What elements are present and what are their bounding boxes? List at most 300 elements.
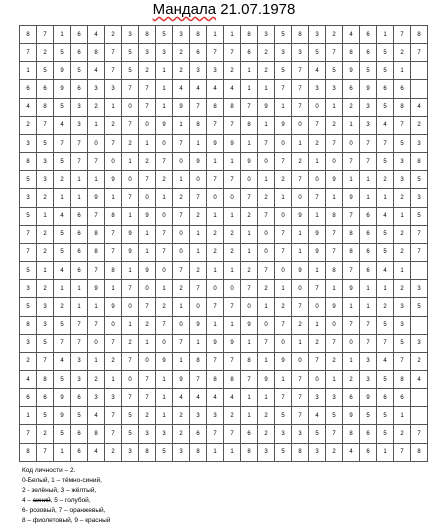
grid-row bbox=[20, 316, 428, 334]
grid-cell: 7 bbox=[105, 62, 122, 80]
grid-cell: 8 bbox=[224, 370, 241, 388]
grid-cell: 0 bbox=[173, 243, 190, 261]
grid-cell: 7 bbox=[258, 134, 275, 152]
grid-cell: 1 bbox=[292, 134, 309, 152]
grid-cell: 2 bbox=[156, 171, 173, 189]
grid-cell: 3 bbox=[360, 370, 377, 388]
grid-cell: 7 bbox=[54, 134, 71, 152]
grid-cell: 4 bbox=[54, 262, 71, 280]
grid-cell: 5 bbox=[54, 316, 71, 334]
grid-cell: 4 bbox=[377, 116, 394, 134]
grid-cell: 4 bbox=[207, 80, 224, 98]
grid-row bbox=[20, 243, 428, 261]
grid-cell: 9 bbox=[326, 171, 343, 189]
grid-cell: 2 bbox=[343, 370, 360, 388]
grid-cell: 1 bbox=[275, 98, 292, 116]
grid-cell: 3 bbox=[37, 153, 54, 171]
grid-cell: 7 bbox=[292, 62, 309, 80]
grid-cell: 3 bbox=[173, 443, 190, 461]
grid-cell: 1 bbox=[122, 153, 139, 171]
grid-row bbox=[20, 280, 428, 298]
grid-cell: 5 bbox=[20, 298, 37, 316]
grid-cell: 0 bbox=[156, 134, 173, 152]
grid-cell: 5 bbox=[411, 171, 428, 189]
grid-cell: 1 bbox=[105, 370, 122, 388]
grid-cell: 2 bbox=[20, 352, 37, 370]
grid-cell: 8 bbox=[326, 207, 343, 225]
grid-cell: 8 bbox=[241, 352, 258, 370]
grid-cell: 2 bbox=[54, 298, 71, 316]
grid-cell: 3 bbox=[156, 425, 173, 443]
grid-cell: 6 bbox=[190, 425, 207, 443]
grid-cell: 1 bbox=[309, 262, 326, 280]
grid-cell: 2 bbox=[88, 98, 105, 116]
grid-cell: 9 bbox=[122, 225, 139, 243]
grid-cell: 0 bbox=[88, 134, 105, 152]
grid-cell: 7 bbox=[139, 370, 156, 388]
grid-row bbox=[20, 425, 428, 443]
grid-cell: 7 bbox=[122, 189, 139, 207]
grid-cell: 0 bbox=[105, 153, 122, 171]
grid-cell: 7 bbox=[207, 116, 224, 134]
grid-cell: 5 bbox=[377, 425, 394, 443]
grid-cell: 1 bbox=[224, 316, 241, 334]
grid-cell: 7 bbox=[54, 334, 71, 352]
grid-cell: 1 bbox=[207, 443, 224, 461]
grid-cell: 4 bbox=[309, 407, 326, 425]
grid-cell: 2 bbox=[224, 225, 241, 243]
grid-cell: 1 bbox=[258, 298, 275, 316]
grid-cell: 9 bbox=[139, 262, 156, 280]
grid-cell: 7 bbox=[207, 171, 224, 189]
grid-cell: 1 bbox=[207, 26, 224, 44]
grid-cell: 5 bbox=[411, 207, 428, 225]
grid-cell: 3 bbox=[394, 171, 411, 189]
grid-cell: 9 bbox=[309, 243, 326, 261]
grid-cell: 1 bbox=[71, 298, 88, 316]
grid-cell: 7 bbox=[190, 189, 207, 207]
grid-cell: 6 bbox=[377, 80, 394, 98]
grid-cell: 7 bbox=[241, 98, 258, 116]
grid-cell: 7 bbox=[394, 443, 411, 461]
grid-cell: 9 bbox=[54, 389, 71, 407]
grid-cell: 1 bbox=[326, 280, 343, 298]
grid-cell bbox=[411, 62, 428, 80]
grid-cell: 1 bbox=[207, 207, 224, 225]
grid-cell: 7 bbox=[224, 171, 241, 189]
grid-cell: 9 bbox=[105, 298, 122, 316]
grid-cell: 2 bbox=[105, 443, 122, 461]
grid-cell: 7 bbox=[88, 262, 105, 280]
grid-cell: 7 bbox=[360, 153, 377, 171]
grid-cell: 7 bbox=[241, 370, 258, 388]
title-word: Мандала bbox=[152, 1, 217, 18]
grid-cell: 5 bbox=[275, 407, 292, 425]
grid-cell: 7 bbox=[292, 98, 309, 116]
grid-cell: 7 bbox=[343, 153, 360, 171]
grid-cell: 0 bbox=[190, 298, 207, 316]
grid-cell: 6 bbox=[377, 389, 394, 407]
grid-cell: 0 bbox=[224, 189, 241, 207]
grid-cell: 8 bbox=[411, 443, 428, 461]
grid-cell: 1 bbox=[139, 334, 156, 352]
grid-cell: 0 bbox=[309, 98, 326, 116]
grid-cell: 1 bbox=[241, 134, 258, 152]
grid-cell: 7 bbox=[105, 334, 122, 352]
grid-cell: 7 bbox=[224, 44, 241, 62]
grid-cell: 1 bbox=[360, 171, 377, 189]
grid-cell: 2 bbox=[326, 26, 343, 44]
grid-cell: 6 bbox=[71, 425, 88, 443]
grid-cell: 9 bbox=[88, 189, 105, 207]
grid-cell: 8 bbox=[190, 116, 207, 134]
grid-cell: 2 bbox=[122, 134, 139, 152]
grid-cell: 8 bbox=[326, 262, 343, 280]
grid-row bbox=[20, 62, 428, 80]
grid-cell: 5 bbox=[54, 153, 71, 171]
grid-cell: 1 bbox=[139, 134, 156, 152]
grid-cell: 3 bbox=[292, 44, 309, 62]
grid-cell: 0 bbox=[292, 189, 309, 207]
grid-cell: 2 bbox=[156, 298, 173, 316]
grid-cell: 3 bbox=[37, 171, 54, 189]
grid-cell: 8 bbox=[37, 98, 54, 116]
grid-cell: 1 bbox=[394, 62, 411, 80]
grid-cell: 1 bbox=[173, 171, 190, 189]
grid-cell: 1 bbox=[37, 207, 54, 225]
grid-cell: 5 bbox=[54, 44, 71, 62]
grid-cell: 6 bbox=[360, 225, 377, 243]
grid-cell: 7 bbox=[292, 389, 309, 407]
grid-cell: 7 bbox=[377, 134, 394, 152]
grid-cell: 1 bbox=[54, 189, 71, 207]
grid-cell: 7 bbox=[207, 44, 224, 62]
grid-cell: 2 bbox=[343, 98, 360, 116]
grid-cell: 2 bbox=[207, 243, 224, 261]
grid-cell: 6 bbox=[343, 80, 360, 98]
grid-row bbox=[20, 225, 428, 243]
grid-cell: 2 bbox=[20, 116, 37, 134]
grid-row bbox=[20, 153, 428, 171]
grid-cell: 1 bbox=[20, 407, 37, 425]
grid-cell: 1 bbox=[241, 62, 258, 80]
grid-cell: 2 bbox=[54, 171, 71, 189]
grid-cell: 7 bbox=[292, 80, 309, 98]
grid-cell: 7 bbox=[122, 116, 139, 134]
grid-cell: 1 bbox=[224, 207, 241, 225]
grid-cell: 2 bbox=[394, 425, 411, 443]
grid-cell: 1 bbox=[377, 26, 394, 44]
grid-cell: 7 bbox=[190, 98, 207, 116]
grid-cell: 2 bbox=[37, 425, 54, 443]
grid-cell: 8 bbox=[207, 98, 224, 116]
grid-cell: 1 bbox=[224, 26, 241, 44]
grid-cell: 1 bbox=[241, 389, 258, 407]
grid-cell: 1 bbox=[37, 262, 54, 280]
grid-cell: 7 bbox=[122, 80, 139, 98]
grid-cell: 0 bbox=[275, 334, 292, 352]
grid-cell: 8 bbox=[411, 26, 428, 44]
grid-cell: 7 bbox=[360, 316, 377, 334]
grid-cell: 4 bbox=[88, 407, 105, 425]
grid-cell: 6 bbox=[360, 443, 377, 461]
grid-cell: 3 bbox=[394, 316, 411, 334]
grid-cell: 7 bbox=[292, 298, 309, 316]
grid-cell: 1 bbox=[156, 80, 173, 98]
grid-cell: 7 bbox=[20, 44, 37, 62]
grid-cell: 4 bbox=[377, 207, 394, 225]
grid-cell: 2 bbox=[258, 189, 275, 207]
grid-cell: 7 bbox=[20, 425, 37, 443]
grid-cell: 5 bbox=[326, 62, 343, 80]
grid-cell: 3 bbox=[258, 26, 275, 44]
grid-cell: 2 bbox=[173, 44, 190, 62]
grid-cell: 1 bbox=[190, 334, 207, 352]
grid-cell: 2 bbox=[258, 407, 275, 425]
grid-cell: 8 bbox=[394, 370, 411, 388]
grid-cell: 9 bbox=[224, 334, 241, 352]
grid-cell: 0 bbox=[139, 116, 156, 134]
grid-cell: 2 bbox=[275, 171, 292, 189]
grid-cell: 5 bbox=[54, 225, 71, 243]
grid-cell: 7 bbox=[309, 116, 326, 134]
grid-cell: 0 bbox=[173, 225, 190, 243]
grid-cell: 0 bbox=[343, 134, 360, 152]
grid-cell: 5 bbox=[326, 407, 343, 425]
grid-cell: 7 bbox=[139, 80, 156, 98]
grid-cell: 2 bbox=[258, 44, 275, 62]
grid-cell: 4 bbox=[88, 26, 105, 44]
grid-cell: 7 bbox=[394, 352, 411, 370]
grid-cell: 9 bbox=[343, 62, 360, 80]
grid-cell: 9 bbox=[241, 316, 258, 334]
grid-row bbox=[20, 207, 428, 225]
grid-cell: 9 bbox=[343, 280, 360, 298]
grid-cell: 2 bbox=[88, 370, 105, 388]
grid-cell: 6 bbox=[71, 80, 88, 98]
grid-cell: 1 bbox=[343, 298, 360, 316]
grid-cell: 5 bbox=[377, 98, 394, 116]
grid-cell: 6 bbox=[20, 389, 37, 407]
grid-cell: 8 bbox=[105, 207, 122, 225]
grid-cell: 1 bbox=[326, 370, 343, 388]
grid-cell: 4 bbox=[173, 389, 190, 407]
grid-cell: 6 bbox=[360, 243, 377, 261]
grid-cell: 7 bbox=[275, 243, 292, 261]
grid-cell: 6 bbox=[241, 44, 258, 62]
grid-cell: 5 bbox=[37, 334, 54, 352]
grid-cell: 3 bbox=[37, 316, 54, 334]
grid-cell: 1 bbox=[156, 280, 173, 298]
grid-cell: 9 bbox=[343, 189, 360, 207]
grid-row bbox=[20, 443, 428, 461]
grid-cell: 3 bbox=[360, 352, 377, 370]
grid-row bbox=[20, 298, 428, 316]
grid-cell: 3 bbox=[275, 425, 292, 443]
grid-cell: 0 bbox=[88, 334, 105, 352]
grid-cell: 7 bbox=[122, 280, 139, 298]
grid-cell: 1 bbox=[190, 225, 207, 243]
grid-cell: 1 bbox=[241, 243, 258, 261]
grid-cell: 6 bbox=[360, 425, 377, 443]
grid-cell: 8 bbox=[343, 425, 360, 443]
grid-cell: 2 bbox=[241, 262, 258, 280]
grid-cell: 2 bbox=[224, 243, 241, 261]
grid-cell: 7 bbox=[71, 316, 88, 334]
grid-cell: 5 bbox=[54, 243, 71, 261]
grid-cell: 7 bbox=[258, 262, 275, 280]
grid-cell: 1 bbox=[88, 298, 105, 316]
grid-cell: 5 bbox=[377, 316, 394, 334]
grid-row bbox=[20, 98, 428, 116]
grid-cell: 6 bbox=[190, 44, 207, 62]
grid-cell: 3 bbox=[309, 26, 326, 44]
grid-cell: 9 bbox=[275, 352, 292, 370]
grid-cell: 2 bbox=[309, 134, 326, 152]
grid-cell: 0 bbox=[156, 334, 173, 352]
grid-cell: 3 bbox=[20, 189, 37, 207]
grid-cell: 7 bbox=[343, 262, 360, 280]
grid-cell: 3 bbox=[88, 80, 105, 98]
grid-cell: 1 bbox=[326, 189, 343, 207]
grid-cell: 1 bbox=[343, 352, 360, 370]
grid-cell: 4 bbox=[190, 389, 207, 407]
grid-cell: 0 bbox=[173, 153, 190, 171]
grid-cell: 7 bbox=[71, 334, 88, 352]
grid-cell: 7 bbox=[71, 134, 88, 152]
grid-cell: 9 bbox=[190, 153, 207, 171]
grid-cell: 8 bbox=[241, 116, 258, 134]
grid-row bbox=[20, 116, 428, 134]
grid-cell: 1 bbox=[360, 280, 377, 298]
grid-cell: 2 bbox=[37, 44, 54, 62]
grid-cell: 9 bbox=[309, 225, 326, 243]
grid-cell: 1 bbox=[105, 98, 122, 116]
grid-cell: 5 bbox=[71, 62, 88, 80]
grid-cell: 8 bbox=[343, 243, 360, 261]
grid-cell: 5 bbox=[20, 207, 37, 225]
grid-cell: 9 bbox=[190, 316, 207, 334]
grid-cell: 1 bbox=[71, 171, 88, 189]
grid-cell: 3 bbox=[88, 389, 105, 407]
grid-cell: 1 bbox=[156, 407, 173, 425]
grid-cell: 1 bbox=[173, 116, 190, 134]
grid-cell: 6 bbox=[71, 389, 88, 407]
grid-cell: 7 bbox=[88, 316, 105, 334]
grid-cell: 7 bbox=[326, 243, 343, 261]
grid-cell: 5 bbox=[309, 44, 326, 62]
grid-cell: 7 bbox=[190, 370, 207, 388]
grid-cell: 1 bbox=[122, 316, 139, 334]
grid-cell: 5 bbox=[377, 153, 394, 171]
grid-row bbox=[20, 370, 428, 388]
grid-cell: 5 bbox=[54, 98, 71, 116]
grid-cell: 5 bbox=[37, 62, 54, 80]
grid-cell: 0 bbox=[275, 134, 292, 152]
grid-cell: 2 bbox=[326, 443, 343, 461]
grid-cell: 0 bbox=[105, 316, 122, 334]
grid-cell: 3 bbox=[394, 298, 411, 316]
grid-cell: 6 bbox=[20, 80, 37, 98]
grid-cell: 4 bbox=[377, 352, 394, 370]
grid-cell: 1 bbox=[377, 280, 394, 298]
grid-cell: 1 bbox=[156, 98, 173, 116]
grid-cell: 5 bbox=[275, 26, 292, 44]
grid-cell: 1 bbox=[156, 370, 173, 388]
grid-row bbox=[20, 262, 428, 280]
grid-cell: 2 bbox=[292, 316, 309, 334]
grid-cell: 2 bbox=[173, 407, 190, 425]
grid-cell: 1 bbox=[275, 370, 292, 388]
grid-cell: 6 bbox=[360, 26, 377, 44]
grid-cell: 1 bbox=[258, 389, 275, 407]
grid-cell: 7 bbox=[275, 80, 292, 98]
grid-cell: 3 bbox=[20, 134, 37, 152]
grid-cell: 7 bbox=[37, 352, 54, 370]
grid-cell: 2 bbox=[224, 62, 241, 80]
grid-cell: 4 bbox=[224, 80, 241, 98]
grid-cell: 3 bbox=[360, 98, 377, 116]
grid-cell bbox=[411, 262, 428, 280]
grid-cell: 2 bbox=[105, 352, 122, 370]
grid-cell: 9 bbox=[122, 243, 139, 261]
grid-cell: 7 bbox=[411, 243, 428, 261]
grid-cell: 5 bbox=[122, 44, 139, 62]
grid-cell: 9 bbox=[139, 207, 156, 225]
grid-cell: 7 bbox=[394, 26, 411, 44]
grid-cell: 0 bbox=[241, 298, 258, 316]
grid-cell: 2 bbox=[377, 298, 394, 316]
grid-cell: 7 bbox=[326, 44, 343, 62]
grid-cell: 7 bbox=[190, 280, 207, 298]
grid-cell: 5 bbox=[377, 62, 394, 80]
grid-cell: 9 bbox=[207, 134, 224, 152]
grid-cell: 1 bbox=[309, 153, 326, 171]
grid-cell: 8 bbox=[190, 26, 207, 44]
grid-cell: 7 bbox=[275, 316, 292, 334]
grid-cell: 1 bbox=[190, 134, 207, 152]
grid-cell: 7 bbox=[343, 207, 360, 225]
grid-cell bbox=[411, 80, 428, 98]
grid-cell: 1 bbox=[360, 189, 377, 207]
grid-cell: 2 bbox=[207, 225, 224, 243]
grid-cell: 7 bbox=[292, 407, 309, 425]
grid-cell: 7 bbox=[207, 352, 224, 370]
grid-cell: 0 bbox=[122, 171, 139, 189]
grid-cell: 3 bbox=[71, 98, 88, 116]
grid-cell: 8 bbox=[190, 443, 207, 461]
grid-cell: 9 bbox=[173, 370, 190, 388]
grid-cell: 1 bbox=[207, 153, 224, 171]
grid-cell: 2 bbox=[394, 44, 411, 62]
grid-cell: 2 bbox=[139, 316, 156, 334]
grid-cell: 5 bbox=[122, 407, 139, 425]
grid-cell: 5 bbox=[275, 443, 292, 461]
grid-cell: 7 bbox=[275, 389, 292, 407]
grid-cell: 1 bbox=[122, 262, 139, 280]
grid-cell: 1 bbox=[224, 443, 241, 461]
grid-cell: 1 bbox=[309, 316, 326, 334]
grid-cell: 6 bbox=[360, 207, 377, 225]
grid-cell: 2 bbox=[326, 352, 343, 370]
legend-struck-text: синий bbox=[32, 497, 51, 504]
grid-cell: 1 bbox=[377, 189, 394, 207]
grid-cell: 0 bbox=[139, 280, 156, 298]
grid-cell: 7 bbox=[292, 171, 309, 189]
grid-cell: 1 bbox=[173, 298, 190, 316]
grid-cell: 6 bbox=[71, 262, 88, 280]
color-legend bbox=[22, 466, 110, 526]
